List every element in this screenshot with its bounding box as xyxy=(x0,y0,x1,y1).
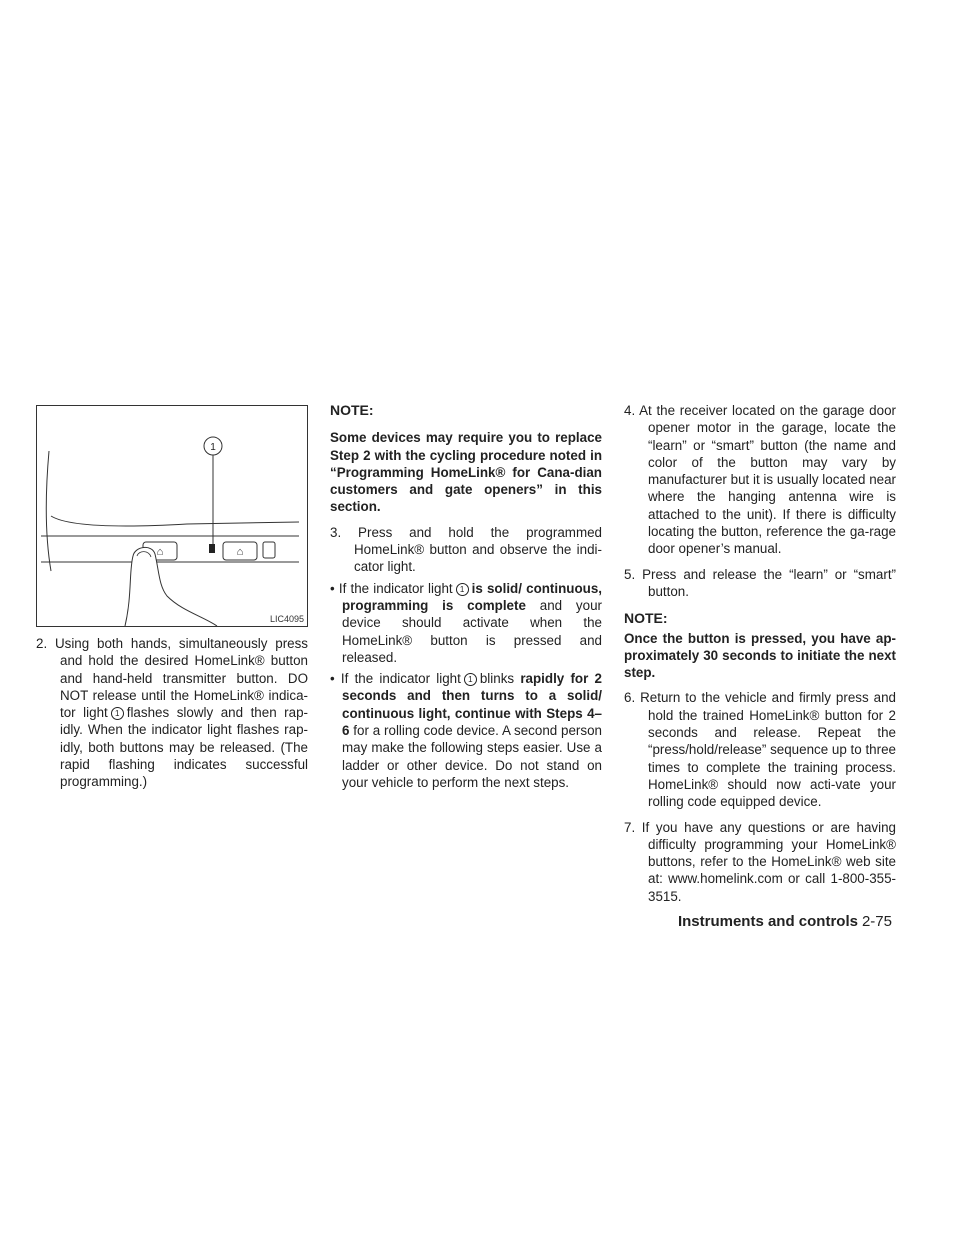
step-2-text-b: flashes slowly and then rap-idly. When the indicator light flashes rap-idly, both buttons may be released. (The rapid flashing indicates successful programming.) xyxy=(60,705,308,790)
step-4: 4. At the receiver located on the garage door opener motor in the garage, locate the “learn” or “smart” button (the name and color of the button may vary by manufacturer but it is usually located near where the hanging antenna wire is attached to the unit). If there is difficulty locating the button, reference the ga-rage door opener’s manual. xyxy=(624,403,896,557)
page-footer xyxy=(678,913,892,930)
step-5: 5. Press and release the “learn” or “smart” button. xyxy=(624,566,896,599)
step-6: 6. Return to the vehicle and firmly press and hold the trained HomeLink® button for 2 seconds and release. Repeat the “press/hold/release” sequence up to three times to complete the training process. HomeLink® should now acti-vate your rolling code equipped device. xyxy=(624,690,896,810)
bullet-solid-light xyxy=(330,580,602,666)
indicator-callout-icon: 1 xyxy=(111,707,124,720)
step-3: 3. Press and hold the programmed HomeLink® button and observe the indi-cator light. xyxy=(330,524,602,575)
section-title: Instruments and controls xyxy=(677,913,858,930)
indicator-callout-icon: 1 xyxy=(464,673,477,686)
step-7: 7. If you have any questions or are having difficulty programming your HomeLink® buttons, refer to the HomeLink® web site at: www.homelink.com or call 1-800-355-3515. xyxy=(624,819,896,904)
indicator-callout-icon: 1 xyxy=(456,583,469,596)
note-body: Some devices may require you to replace Step 2 with the cycling procedure noted in “Programming HomeLink® for Cana-dian customers and gate openers” in this section. xyxy=(330,430,602,515)
bullet-2-mid: blinks xyxy=(479,671,515,687)
bullet-1-pre: • If the indicator light xyxy=(330,580,453,596)
svg-text:⌂: ⌂ xyxy=(156,546,164,558)
figure-code: LIC4095 xyxy=(269,614,304,624)
bullet-2-pre: • If the indicator light xyxy=(330,671,461,687)
step-2 xyxy=(36,635,308,791)
callout-number: 1 xyxy=(210,442,216,453)
svg-text:⌂: ⌂ xyxy=(236,546,244,558)
note-heading: NOTE: xyxy=(330,402,374,418)
page-number: 2-75 xyxy=(861,913,892,930)
bullet-1-bold: is solid/ continuous, programming is complete xyxy=(342,580,602,613)
column-1 xyxy=(36,635,308,791)
note-heading-2: NOTE: xyxy=(624,610,668,627)
mirror-buttons-illustration xyxy=(37,406,307,626)
bullet-2-post: for a rolling code device. A second person may make the following steps easier. Use a ladder or other device. Do not stand on your vehicle to perform the next steps. xyxy=(342,723,602,790)
bullet-rapid-blink xyxy=(330,670,602,791)
step-2-text-a: 2. Using both hands, simultaneously press and hold the desired HomeLink® button and hand-held transmitter button. DO NOT release until the HomeLink® indica-tor light xyxy=(36,636,308,721)
column-3 xyxy=(624,402,896,905)
column-2 xyxy=(330,402,602,791)
homelink-figure xyxy=(36,405,308,627)
note-body-2: Once the button is pressed, you have ap-proximately 30 seconds to initiate the next step. xyxy=(624,630,896,681)
bullet-2-bold: rapidly for 2 seconds and then turns to a solid/ continuous light, continue with Steps 4–6 xyxy=(342,671,602,739)
bullet-1-post: and your device should activate when the HomeLink® button is pressed and released. xyxy=(342,597,602,665)
